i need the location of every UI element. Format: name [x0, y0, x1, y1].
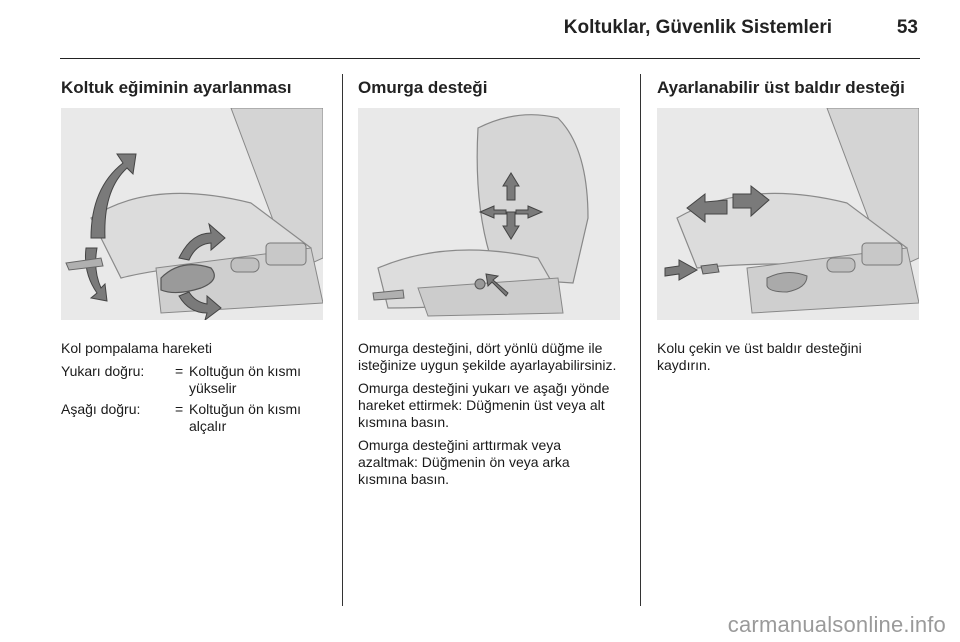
definition-list — [61, 363, 323, 435]
section-lumbar-support — [358, 74, 620, 494]
section-heading: Koltuk eğiminin ayarlanması — [61, 78, 292, 97]
seat-tilt-drawing — [61, 108, 323, 320]
lumbar-support-drawing — [358, 108, 620, 320]
definition-description: Koltuğun ön kısmı yükselir — [189, 363, 302, 396]
section-heading: Omurga desteği — [358, 78, 488, 97]
section-paragraph: Kolu çekin ve üst baldır desteğini kaydırın. — [657, 340, 862, 373]
definition-term: Yukarı doğru: — [61, 363, 145, 379]
column-divider — [640, 74, 641, 606]
seat-tilt-illustration — [61, 108, 323, 320]
page-number: 53 — [896, 17, 918, 38]
definition-description: Koltuğun ön kısmı alçalır — [189, 401, 302, 434]
definition-separator: = — [175, 401, 184, 417]
section-paragraph: Omurga desteğini yukarı ve aşağı yönde hareket ettirmek: Düğmenin üst veya alt kısmına basın. — [358, 380, 610, 430]
section-thigh-support — [657, 74, 919, 380]
page-title: Koltuklar, Güvenlik Sistemleri — [563, 17, 832, 38]
page-header — [60, 0, 920, 59]
section-paragraph: Omurga desteğini arttırmak veya azaltmak: Düğmenin ön veya arka kısmına basın. — [358, 437, 570, 487]
section-heading: Ayarlanabilir üst baldır desteği — [657, 78, 905, 97]
section-intro: Kol pompalama hareketi — [61, 340, 212, 356]
definition-separator: = — [175, 363, 184, 379]
definition-row — [61, 363, 323, 397]
thigh-support-drawing — [657, 108, 919, 320]
definition-term: Aşağı doğru: — [61, 401, 141, 417]
column-divider — [342, 74, 343, 606]
section-seat-tilt — [61, 74, 323, 439]
thigh-support-illustration — [657, 108, 919, 320]
watermark: carmanualsonline.info — [727, 612, 946, 637]
definition-row — [61, 401, 323, 435]
section-paragraph: Omurga desteğini, dört yönlü düğme ile isteğinize uygun şekilde ayarlayabilirsiniz. — [358, 340, 617, 373]
lumbar-support-illustration — [358, 108, 620, 320]
